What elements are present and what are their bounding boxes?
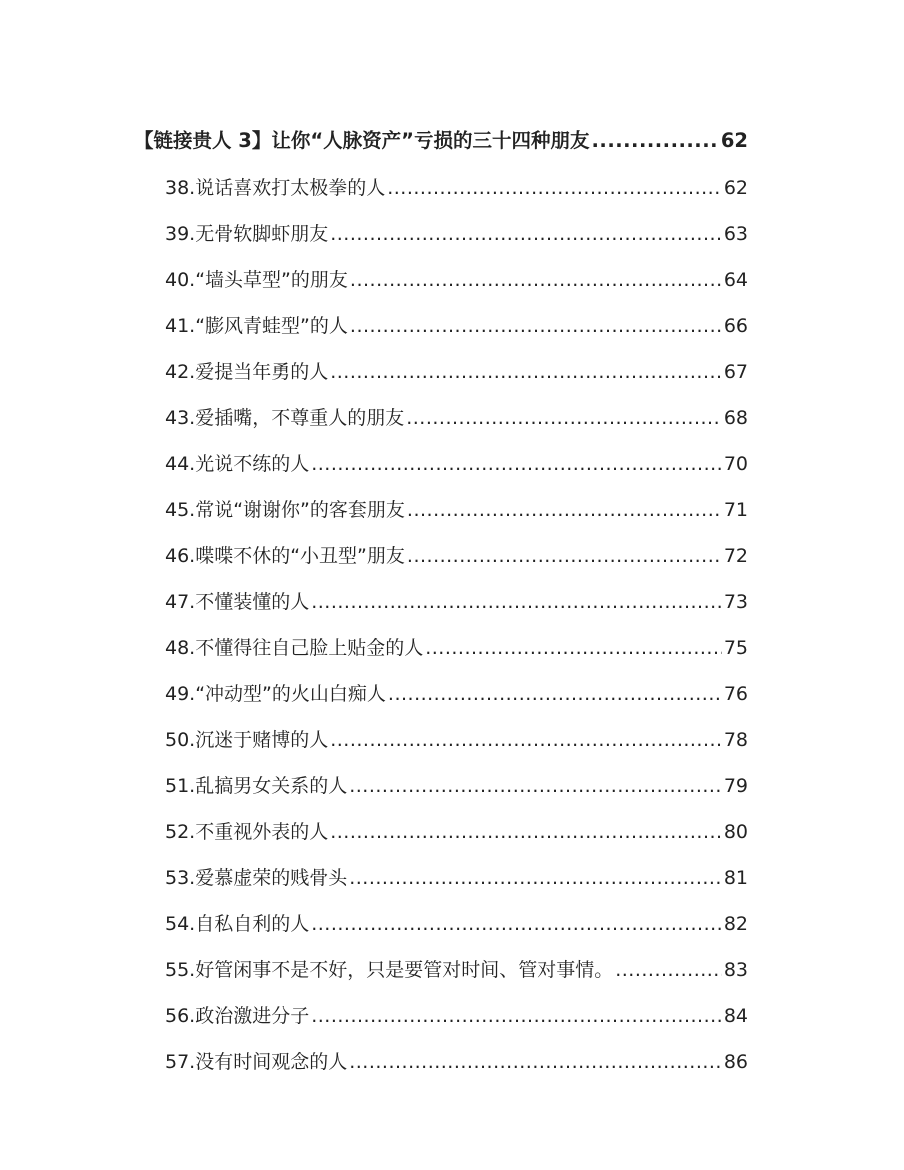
toc-entry-50[interactable] [165,727,748,753]
dot-leader [311,451,722,477]
toc-entry-page: 70 [723,453,748,475]
toc-entry-page: 73 [723,591,748,613]
dot-leader [615,957,722,983]
toc-entry-label: 44.光说不练的人 [165,453,310,475]
toc-entry-label: 50.沉迷于赌博的人 [165,729,329,751]
dot-leader [330,727,722,753]
dot-leader [407,543,722,569]
toc-heading-label: 【链接贵人 3】让你“人脉资产”亏损的三十四种朋友 [134,129,590,152]
toc-entry-45[interactable] [165,497,748,523]
toc-entry-label: 56.政治激进分子 [165,1005,310,1027]
dot-leader [311,589,722,615]
toc-entry-label: 42.爱提当年勇的人 [165,361,329,383]
toc-entry-52[interactable] [165,819,748,845]
toc-entry-38[interactable] [165,175,748,201]
dot-leader [330,221,722,247]
dot-leader [592,128,719,154]
dot-leader [350,313,722,339]
toc-entry-label: 48.不懂得往自己脸上贴金的人 [165,637,424,659]
toc-entry-page: 81 [723,867,748,889]
toc-entry-44[interactable] [165,451,748,477]
toc-heading-page: 62 [720,129,748,152]
dot-leader [406,405,722,431]
dot-leader [349,773,722,799]
toc-entry-label: 51.乱搞男女关系的人 [165,775,348,797]
toc-entry-label: 43.爱插嘴，不尊重人的朋友 [165,407,405,429]
toc-entry-48[interactable] [165,635,748,661]
toc-entry-51[interactable] [165,773,748,799]
toc-entry-page: 63 [723,223,748,245]
dot-leader [387,175,722,201]
toc-entry-page: 66 [723,315,748,337]
toc-entry-42[interactable] [165,359,748,385]
toc-entry-43[interactable] [165,405,748,431]
toc-entry-label: 57.没有时间观念的人 [165,1051,348,1073]
toc-entry-page: 64 [723,269,748,291]
toc-entry-label: 52.不重视外表的人 [165,821,329,843]
toc-entry-57[interactable] [165,1049,748,1075]
dot-leader [311,911,722,937]
dot-leader [407,497,722,523]
toc-entry-label: 41.“膨风青蛙型”的人 [165,315,348,337]
dot-leader [388,681,722,707]
toc-entry-page: 86 [723,1051,748,1073]
toc-entry-54[interactable] [165,911,748,937]
toc-entry-page: 76 [723,683,748,705]
toc-entry-label: 53.爱慕虚荣的贱骨头 [165,867,348,889]
toc-heading[interactable] [134,128,748,154]
dot-leader [350,267,722,293]
toc-entry-page: 75 [723,637,748,659]
toc-entry-page: 82 [723,913,748,935]
toc-entry-page: 80 [723,821,748,843]
toc-entry-46[interactable] [165,543,748,569]
toc-entry-53[interactable] [165,865,748,891]
toc-entry-page: 68 [723,407,748,429]
toc-entry-41[interactable] [165,313,748,339]
toc-entry-39[interactable] [165,221,748,247]
toc-entry-page: 62 [723,177,748,199]
toc-entry-label: 46.喋喋不休的“小丑型”朋友 [165,545,405,567]
dot-leader [425,635,722,661]
dot-leader [349,1049,722,1075]
toc-entry-page: 72 [723,545,748,567]
toc-entry-label: 54.自私自利的人 [165,913,310,935]
dot-leader [349,865,722,891]
dot-leader [311,1003,722,1029]
toc-entry-page: 84 [723,1005,748,1027]
toc-entry-page: 71 [723,499,748,521]
toc-entry-label: 45.常说“谢谢你”的客套朋友 [165,499,405,521]
dot-leader [330,359,722,385]
toc-entry-page: 83 [723,959,748,981]
toc-entry-49[interactable] [165,681,748,707]
toc-entry-page: 67 [723,361,748,383]
toc-entry-label: 39.无骨软脚虾朋友 [165,223,329,245]
toc-entry-label: 40.“墙头草型”的朋友 [165,269,348,291]
dot-leader [330,819,722,845]
toc-entry-56[interactable] [165,1003,748,1029]
toc-entry-label: 55.好管闲事不是不好，只是要管对时间、管对事情。 [165,959,614,981]
toc-entry-47[interactable] [165,589,748,615]
toc-entry-page: 79 [723,775,748,797]
toc-entry-label: 47.不懂装懂的人 [165,591,310,613]
toc-entry-55[interactable] [165,957,748,983]
toc-entry-label: 49.“冲动型”的火山白痴人 [165,683,386,705]
toc-entry-page: 78 [723,729,748,751]
toc-entry-40[interactable] [165,267,748,293]
toc-entry-label: 38.说话喜欢打太极拳的人 [165,177,386,199]
